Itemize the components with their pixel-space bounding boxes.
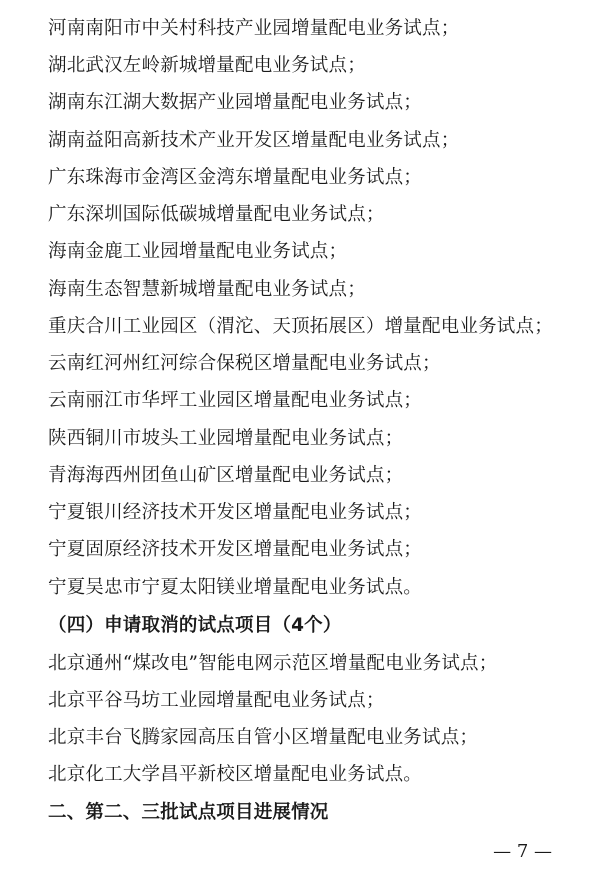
- list-item: 海南金鹿工业园增量配电业务试点；: [48, 241, 348, 262]
- page-number: — 7 —: [493, 841, 552, 862]
- list-item: 重庆合川工业园区（渭沱、天顶拓展区）增量配电业务试点；: [48, 316, 553, 337]
- list-item: 广东深圳国际低碳城增量配电业务试点；: [48, 204, 385, 225]
- list-item: 青海海西州团鱼山矿区增量配电业务试点；: [48, 465, 404, 486]
- list-item: 北京丰台飞腾家园高压自管小区增量配电业务试点；: [48, 727, 479, 748]
- list-item: 北京平谷马坊工业园增量配电业务试点；: [48, 690, 385, 711]
- list-item: 广东珠海市金湾区金湾东增量配电业务试点；: [48, 167, 423, 188]
- list-item: 宁夏银川经济技术开发区增量配电业务试点；: [48, 502, 423, 523]
- list-item: 湖南益阳高新技术产业开发区增量配电业务试点；: [48, 130, 460, 151]
- section-heading: 二、第二、三批试点项目进展情况: [48, 802, 329, 823]
- list-item: 北京通州“煤改电”智能电网示范区增量配电业务试点；: [48, 653, 498, 674]
- list-item: 陕西铜川市坡头工业园增量配电业务试点；: [48, 428, 404, 449]
- list-item: 湖北武汉左岭新城增量配电业务试点；: [48, 55, 366, 76]
- list-item: 湖南东江湖大数据产业园增量配电业务试点；: [48, 92, 423, 113]
- list-item: 河南南阳市中关村科技产业园增量配电业务试点；: [48, 18, 460, 39]
- section-heading: （四）申请取消的试点项目（4个）: [48, 615, 342, 636]
- list-item: 北京化工大学昌平新校区增量配电业务试点。: [48, 764, 423, 785]
- list-item: 宁夏固原经济技术开发区增量配电业务试点；: [48, 539, 423, 560]
- list-item: 云南红河州红河综合保税区增量配电业务试点；: [48, 353, 441, 374]
- list-item: 云南丽江市华坪工业园区增量配电业务试点；: [48, 390, 423, 411]
- list-item: 宁夏吴忠市宁夏太阳镁业增量配电业务试点。: [48, 577, 423, 598]
- list-item: 海南生态智慧新城增量配电业务试点；: [48, 279, 366, 300]
